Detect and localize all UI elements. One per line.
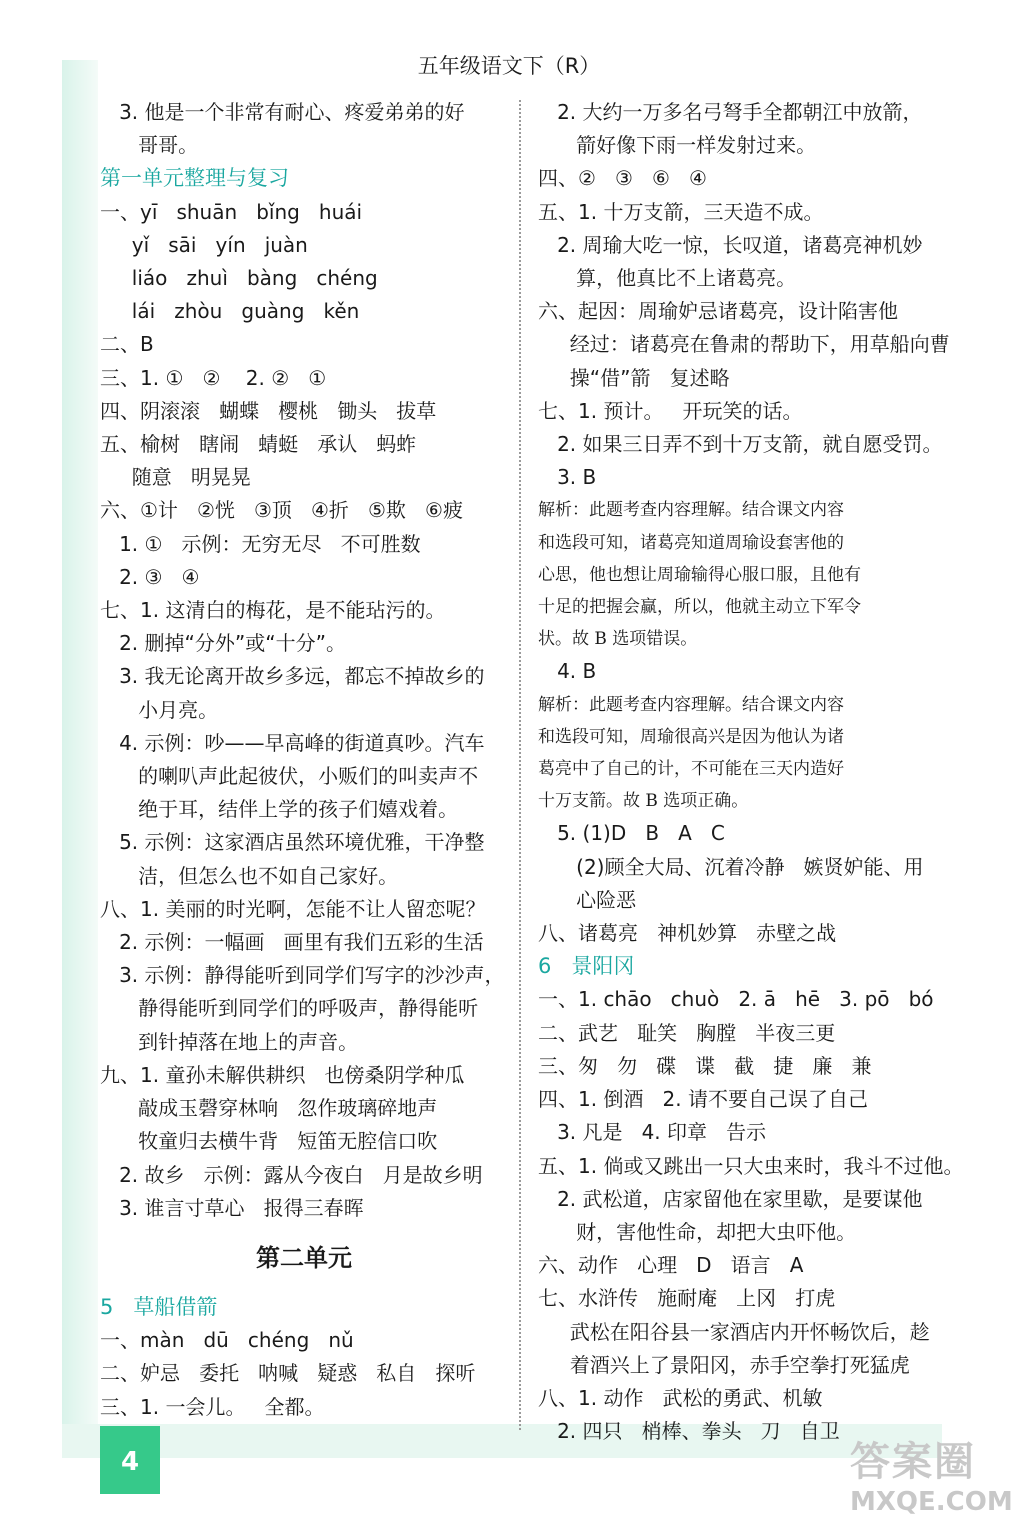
- answer-line: 八、1. 动作 武松的勇武、机敏: [538, 1385, 823, 1410]
- column-divider: [519, 100, 521, 1430]
- answer-line: 小月亮。: [100, 697, 219, 722]
- answer-line: 六、起因：周瑜妒忌诸葛亮，设计陷害他: [538, 299, 898, 324]
- answer-line: 五、1. 十万支箭，三天造不成。: [538, 199, 824, 224]
- answer-line: 4. 示例：吵——早高峰的街道真吵。汽车: [100, 730, 485, 755]
- answer-line: 三、1. ① ② 2. ② ①: [100, 365, 327, 390]
- analysis-line: 十足的把握会赢，所以，他就主动立下军令: [538, 597, 861, 618]
- answer-line: 四、② ③ ⑥ ④: [538, 166, 707, 191]
- page-number: 4: [100, 1426, 160, 1494]
- answer-line: 七、水浒传 施耐庵 上冈 打虎: [538, 1286, 836, 1311]
- analysis-line: 状。故 B 选项错误。: [538, 629, 698, 650]
- answer-line: 九、1. 童孙未解供耕织 也傍桑阴学种瓜: [100, 1062, 465, 1087]
- answer-line: 经过：诸葛亮在鲁肃的帮助下，用草船向曹: [538, 332, 950, 357]
- answer-line: 2. 故乡 示例：露从今夜白 月是故乡明: [100, 1162, 483, 1187]
- answer-line: 五、榆树 瞎闹 蜻蜓 承认 蚂蚱: [100, 432, 417, 457]
- answer-line: 三、匆 勿 碟 谍 截 捷 廉 兼: [538, 1053, 872, 1078]
- answer-line: 五、1. 倘或又跳出一只大虫来时，我斗不过他。: [538, 1153, 964, 1178]
- answer-line: 2. 示例：一幅画 画里有我们五彩的生活: [100, 930, 484, 955]
- answer-line: 心险恶: [538, 887, 637, 912]
- answer-line: 武松在阳谷县一家酒店内开怀畅饮后，趁: [538, 1319, 930, 1344]
- answer-line: 箭好像下雨一样发射过来。: [538, 133, 817, 158]
- answer-line: 4. B: [538, 659, 597, 684]
- answer-line: 六、动作 心理 D 语言 A: [538, 1253, 804, 1278]
- answer-line: 的喇叭声此起彼伏，小贩们的叫卖声不: [100, 764, 479, 789]
- answer-line: 着酒兴上了景阳冈，赤手空拳打死猛虎: [538, 1352, 910, 1377]
- page-margin-band: [62, 60, 98, 1450]
- answer-line: 牧童归去横牛背 短笛无腔信口吹: [100, 1129, 438, 1154]
- answer-line: 二、武艺 耻笑 胸膛 半夜三更: [538, 1020, 836, 1045]
- answer-line: 操“借”箭 复述略: [538, 365, 730, 390]
- watermark: [850, 1430, 1013, 1530]
- answer-line: 3. 他是一个非常有耐心、疼爱弟弟的好: [100, 100, 465, 124]
- answer-line: 哥哥。: [100, 133, 199, 158]
- answer-line: 3. 凡是 4. 印章 告示: [538, 1120, 767, 1145]
- analysis-line: 解析：此题考查内容理解。结合课文内容: [538, 694, 844, 715]
- answer-line: 一、yī shuān bǐng huái: [100, 199, 363, 224]
- answer-line: yǐ sāi yín juàn: [100, 232, 308, 257]
- answer-line: 到针掉落在地上的声音。: [100, 1029, 359, 1054]
- answer-line: 2. ③ ④: [100, 564, 200, 589]
- right-column: [538, 96, 964, 1448]
- answer-line: 3. 谁言寸草心 报得三春晖: [100, 1195, 364, 1220]
- answer-line: 七、1. 这清白的梅花，是不能玷污的。: [100, 598, 446, 623]
- answer-line: 财，害他性命，却把大虫吓他。: [538, 1219, 857, 1244]
- answer-line: 5. 示例：这家酒店虽然环境优雅，干净整: [100, 830, 485, 855]
- answer-line: 1. ① 示例：无穷无尽 不可胜数: [100, 531, 421, 556]
- answer-line: 二、妒忌 委托 呐喊 疑惑 私自 探听: [100, 1361, 476, 1386]
- analysis-line: 解析：此题考查内容理解。结合课文内容: [538, 500, 844, 521]
- answer-line: 5. (1)D B A C: [538, 821, 725, 846]
- answer-line: 3. 我无论离开故乡多远，都忘不掉故乡的: [100, 664, 485, 689]
- answer-line: 三、1. 一会儿。 全都。: [100, 1394, 325, 1419]
- watermark-url: MXQE.COM: [850, 1487, 1013, 1517]
- answer-line: 一、màn dū chéng nǔ: [100, 1328, 354, 1353]
- answer-line: lái zhòu guàng kěn: [100, 299, 360, 324]
- answer-line: 3. B: [538, 465, 597, 490]
- section-heading: 6 景阳冈: [538, 954, 635, 979]
- answer-line: 3. 示例：静得能听到同学们写字的沙沙声，: [100, 963, 505, 988]
- section-heading: 5 草船借箭: [100, 1294, 218, 1319]
- answer-line: 七、1. 预计。 开玩笑的话。: [538, 398, 803, 423]
- answer-line: 2. 周瑜大吃一惊，长叹道，诸葛亮神机妙: [538, 232, 923, 257]
- answer-line: 四、阴滚滚 蝴蝶 樱桃 锄头 拔草: [100, 398, 437, 423]
- answer-line: 绝于耳，结伴上学的孩子们嬉戏着。: [100, 797, 459, 822]
- answer-line: 随意 明晃晃: [100, 465, 251, 490]
- watermark-logo: 答案圈: [850, 1439, 976, 1485]
- page-header: 五年级语文下（R）: [417, 54, 601, 78]
- analysis-line: 心思，他也想让周瑜输得心服口服，且他有: [538, 564, 861, 585]
- answer-line: 静得能听到同学们的呼吸声，静得能听: [100, 996, 479, 1021]
- analysis-line: 葛亮中了自己的计，不可能在三天内造好: [538, 759, 844, 780]
- section-heading: 第一单元整理与复习: [100, 166, 289, 191]
- analysis-line: 和选段可知，周瑜很高兴是因为他认为诸: [538, 726, 844, 747]
- answer-line: 洁，但怎么也不如自己家好。: [100, 863, 399, 888]
- answer-line: 2. 四只 梢棒、拳头 刀 自卫: [538, 1419, 840, 1444]
- answer-line: (2)顾全大局、沉着冷静 嫉贤妒能、用: [538, 854, 924, 879]
- answer-line: 2. 删掉“分外”或“十分”。: [100, 631, 346, 656]
- answer-line: 八、1. 美丽的时光啊，怎能不让人留恋呢？: [100, 896, 486, 921]
- answer-line: 六、①计 ②恍 ③顶 ④折 ⑤欺 ⑥疲: [100, 498, 463, 523]
- answer-line: 四、1. 倒酒 2. 请不要自己误了自己: [538, 1087, 868, 1112]
- answer-line: 二、B: [100, 332, 154, 357]
- answer-line: 2. 大约一万多名弓弩手全都朝江中放箭，: [538, 100, 923, 124]
- answer-line: 2. 如果三日弄不到十万支箭，就自愿受罚。: [538, 432, 943, 457]
- answer-line: liáo zhuì bàng chéng: [100, 266, 378, 291]
- left-column: [100, 96, 508, 1424]
- answer-line: 敲成玉磬穿林响 忽作玻璃碎地声: [100, 1096, 438, 1121]
- answer-line: 2. 武松道，店家留他在家里歇，是要谋他: [538, 1186, 923, 1211]
- analysis-line: 十万支箭。故 B 选项正确。: [538, 791, 749, 812]
- answer-line: 八、诸葛亮 神机妙算 赤壁之战: [538, 921, 837, 946]
- answer-line: 一、1. chāo chuò 2. ā hē 3. pō bó: [538, 987, 934, 1012]
- analysis-line: 和选段可知，诸葛亮知道周瑜设套害他的: [538, 532, 844, 553]
- section-heading: 第二单元: [256, 1243, 352, 1272]
- answer-line: 算，他真比不上诸葛亮。: [538, 266, 797, 291]
